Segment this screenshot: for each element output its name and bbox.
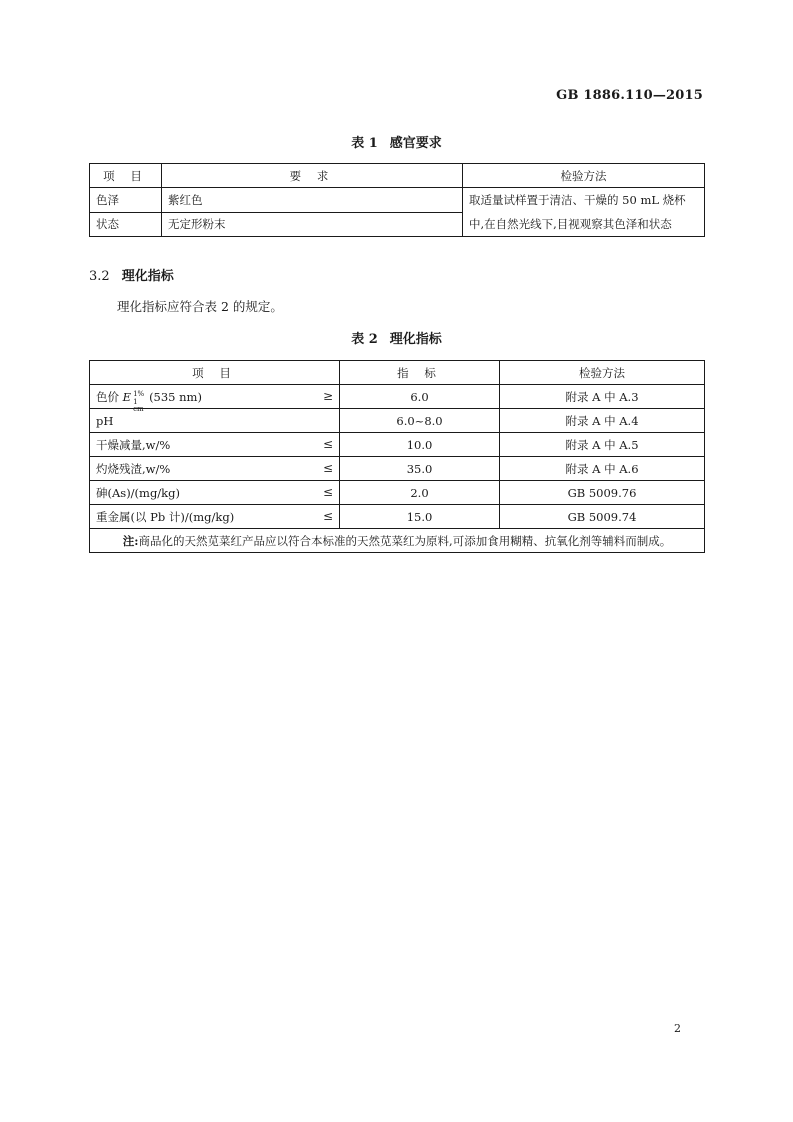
table1-method-line1: 取适量试样置于清洁、干燥的 50 mL 烧杯 bbox=[469, 193, 686, 207]
table2-index: 6.0~8.0 bbox=[340, 409, 500, 433]
table1-header-item: 项 目 bbox=[90, 164, 162, 188]
table2-method: GB 5009.74 bbox=[500, 505, 705, 529]
table-row bbox=[90, 481, 705, 505]
table2-index: 35.0 bbox=[340, 457, 500, 481]
table2-item-prefix: 砷(As)/(mg/kg) bbox=[96, 485, 180, 500]
table1-number: 表 1 bbox=[351, 136, 378, 151]
table2-header-index: 指 标 bbox=[340, 361, 500, 385]
section-heading bbox=[89, 265, 174, 284]
table2-title: 理化指标 bbox=[389, 332, 442, 347]
inequality-sign: ≤ bbox=[322, 484, 333, 499]
table2-index: 6.0 bbox=[340, 385, 500, 409]
table2-number: 表 2 bbox=[351, 332, 378, 347]
table2-item bbox=[90, 457, 340, 481]
table2-item bbox=[90, 409, 340, 433]
table2-item-prefix: 干燥减量,w/% bbox=[96, 437, 171, 452]
table1-item: 状态 bbox=[90, 212, 162, 237]
table2-method: GB 5009.76 bbox=[500, 481, 705, 505]
page-number: 2 bbox=[674, 1022, 681, 1035]
inequality-sign: ≤ bbox=[322, 436, 333, 451]
table2-item bbox=[90, 481, 340, 505]
table1-title: 感官要求 bbox=[389, 136, 442, 151]
table2-header-method: 检验方法 bbox=[500, 361, 705, 385]
table2-index: 10.0 bbox=[340, 433, 500, 457]
table2-item-suffix: (535 nm) bbox=[149, 389, 202, 404]
color-value-subscript: 1 cm bbox=[133, 397, 144, 413]
table2-method: 附录 A 中 A.3 bbox=[500, 385, 705, 409]
note-label: 注: bbox=[122, 533, 139, 548]
table2-note bbox=[90, 529, 705, 553]
table1-header-row bbox=[90, 164, 705, 188]
table1-req: 无定形粉末 bbox=[162, 212, 463, 237]
table-row bbox=[90, 433, 705, 457]
table2-item-prefix: pH bbox=[96, 413, 114, 428]
table-row bbox=[90, 385, 705, 409]
table1-method bbox=[463, 188, 705, 237]
table2-item-prefix: 灼烧残渣,w/% bbox=[96, 461, 171, 476]
table1-req: 紫红色 bbox=[162, 188, 463, 213]
table2-item bbox=[90, 433, 340, 457]
color-value-superscript: 1% bbox=[133, 389, 145, 398]
table2-index: 2.0 bbox=[340, 481, 500, 505]
physicochemical-table bbox=[89, 360, 705, 553]
table2-header-row bbox=[90, 361, 705, 385]
table2-item bbox=[90, 505, 340, 529]
table-row bbox=[90, 457, 705, 481]
table2-method: 附录 A 中 A.6 bbox=[500, 457, 705, 481]
standard-id: GB 1886.110—2015 bbox=[556, 88, 703, 103]
table2-caption bbox=[0, 328, 793, 347]
section-title: 理化指标 bbox=[121, 269, 174, 284]
table1-caption bbox=[0, 132, 793, 151]
table1-header-req: 要 求 bbox=[162, 164, 463, 188]
inequality-sign: ≥ bbox=[322, 388, 333, 403]
table2-item-prefix: 重金属(以 Pb 计)/(mg/kg) bbox=[96, 509, 235, 524]
section-paragraph: 理化指标应符合表 2 的规定。 bbox=[117, 299, 283, 314]
table1-header-method: 检验方法 bbox=[463, 164, 705, 188]
table-row bbox=[90, 409, 705, 433]
table1-item: 色泽 bbox=[90, 188, 162, 213]
section-number: 3.2 bbox=[89, 269, 110, 284]
table2-item-prefix: 色价 bbox=[96, 389, 123, 404]
table1-method-line2: 中,在自然光线下,目视观察其色泽和状态 bbox=[469, 217, 672, 231]
table2-note-row bbox=[90, 529, 705, 553]
inequality-sign: ≤ bbox=[322, 460, 333, 475]
note-text: 商品化的天然苋菜红产品应以符合本标准的天然苋菜红为原料,可添加食用糊精、抗氧化剂等辅料而制成。 bbox=[138, 533, 672, 548]
inequality-sign: ≤ bbox=[322, 508, 333, 523]
table2-index: 15.0 bbox=[340, 505, 500, 529]
table2-header-item: 项 目 bbox=[90, 361, 340, 385]
table2-method: 附录 A 中 A.4 bbox=[500, 409, 705, 433]
sensory-table bbox=[89, 163, 705, 237]
color-value-symbol: E bbox=[122, 389, 132, 404]
table-row bbox=[90, 505, 705, 529]
table2-method: 附录 A 中 A.5 bbox=[500, 433, 705, 457]
table-row bbox=[90, 188, 705, 213]
color-value-scripts bbox=[131, 389, 149, 413]
table2-item bbox=[90, 385, 340, 413]
